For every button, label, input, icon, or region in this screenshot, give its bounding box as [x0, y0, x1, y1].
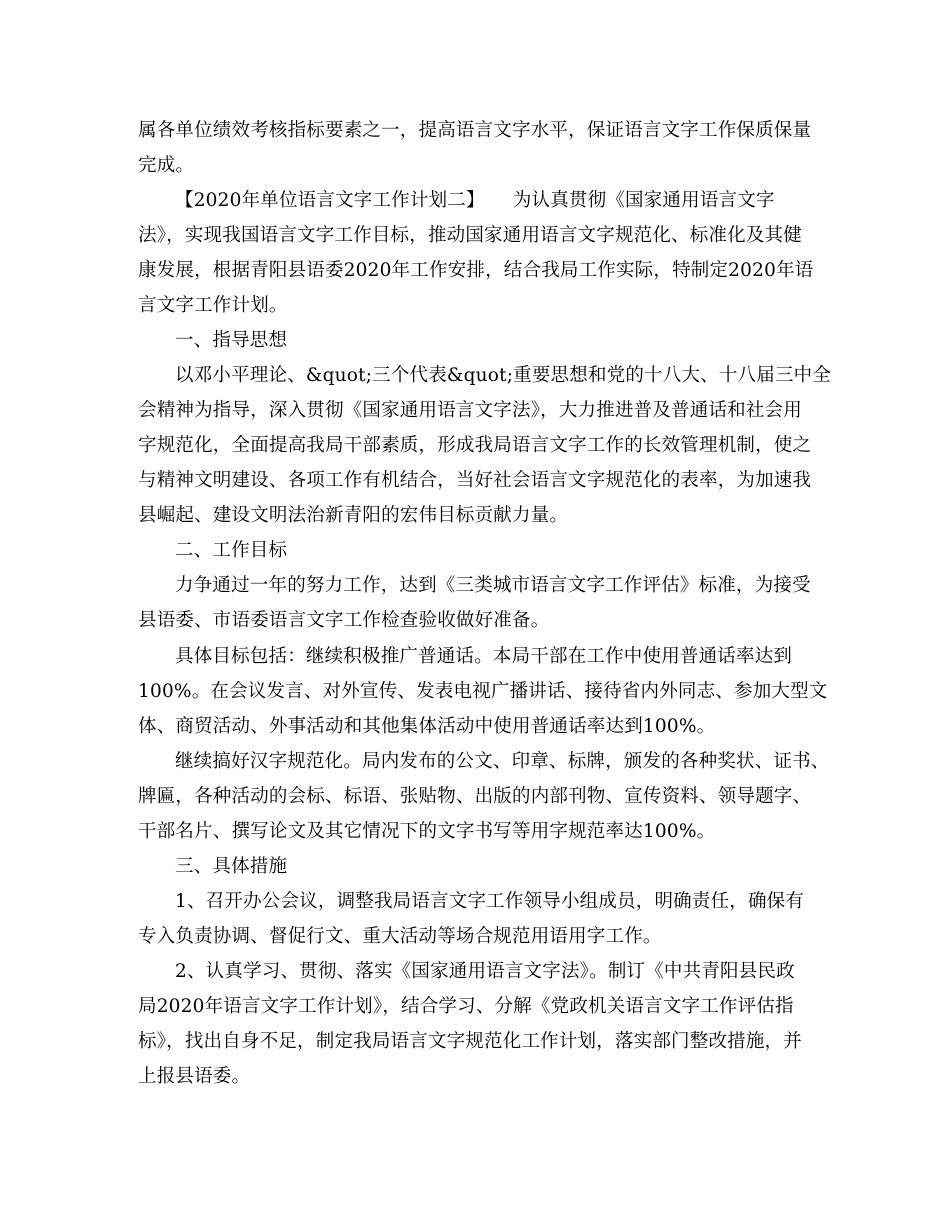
- text-line: 具体目标包括：继续积极推广普通话。本局干部在工作中使用普通话率达到: [175, 646, 793, 667]
- text-line: 专入负责协调、督促行文、重大活动等场合规范用语用字工作。: [138, 926, 662, 947]
- text-line: 字规范化，全面提高我局干部素质，形成我局语言文字工作的长效管理机制，使之: [138, 435, 812, 456]
- text-line: 康发展，根据青阳县语委2020年工作安排，结合我局工作实际，特制定2020年语: [138, 260, 814, 281]
- text-line: 2、认真学习、贯彻、落实《国家通用语言文字法》。制订《中共青阳县民政: [175, 961, 795, 982]
- text-line: 法》，实现我国语言文字工作目标，推动国家通用语言文字规范化、标准化及其健: [138, 225, 802, 246]
- text-line: 100%。在会议发言、对外宣传、发表电视广播讲话、接待省内外同志、参加大型文: [138, 681, 828, 702]
- text-line: 1、召开办公会议，调整我局语言文字工作领导小组成员，明确责任，确保有: [175, 891, 805, 912]
- text-line: 属各单位绩效考核指标要素之一，提高语言文字水平，保证语言文字工作保质保量: [138, 120, 812, 141]
- section-title: 一、指导思想: [175, 330, 288, 351]
- text-line: 与精神文明建设、各项工作有机结合，当好社会语言文字规范化的表率，为加速我: [138, 470, 812, 491]
- text-line: 会精神为指导，深入贯彻《国家通用语言文字法》，大力推进普及普通话和社会用: [138, 400, 802, 421]
- text-line: 县崛起、建设文明法治新青阳的宏伟目标贡献力量。: [138, 505, 569, 526]
- section-heading: 【2020年单位语言文字工作计划二】 为认真贯彻《国家通用语言文字: [175, 190, 775, 211]
- text-line: 体、商贸活动、外事活动和其他集体活动中使用普通话率达到100%。: [138, 716, 716, 737]
- text-line: 以邓小平理论、&quot;三个代表&quot;重要思想和党的十八大、十八届三中全: [175, 365, 832, 386]
- section-title: 三、具体措施: [175, 856, 288, 877]
- text-line: 牌匾，各种活动的会标、标语、张贴物、出版的内部刊物、宣传资料、领导题字、: [138, 786, 812, 807]
- text-line: 标》，找出自身不足，制定我局语言文字规范化工作计划，落实部门整改措施，并: [138, 1031, 802, 1052]
- section-title: 二、工作目标: [175, 540, 288, 561]
- text-line: 继续搞好汉字规范化。局内发布的公文、印章、标牌，颁发的各种奖状、证书、: [175, 751, 830, 772]
- text-line: 干部名片、撰写论文及其它情况下的文字书写等用字规范率达100%。: [138, 821, 716, 842]
- text-line: 局2020年语言文字工作计划》，结合学习、分解《党政机关语言文字工作评估指: [138, 996, 794, 1017]
- text-line: 县语委、市语委语言文字工作检查验收做好准备。: [138, 610, 550, 631]
- text-line: 言文字工作计划。: [138, 295, 288, 316]
- text-line: 完成。: [138, 155, 195, 176]
- text-line: 力争通过一年的努力工作，达到《三类城市语言文字工作评估》标准，为接受: [175, 575, 811, 596]
- text-line: 上报县语委。: [138, 1066, 251, 1087]
